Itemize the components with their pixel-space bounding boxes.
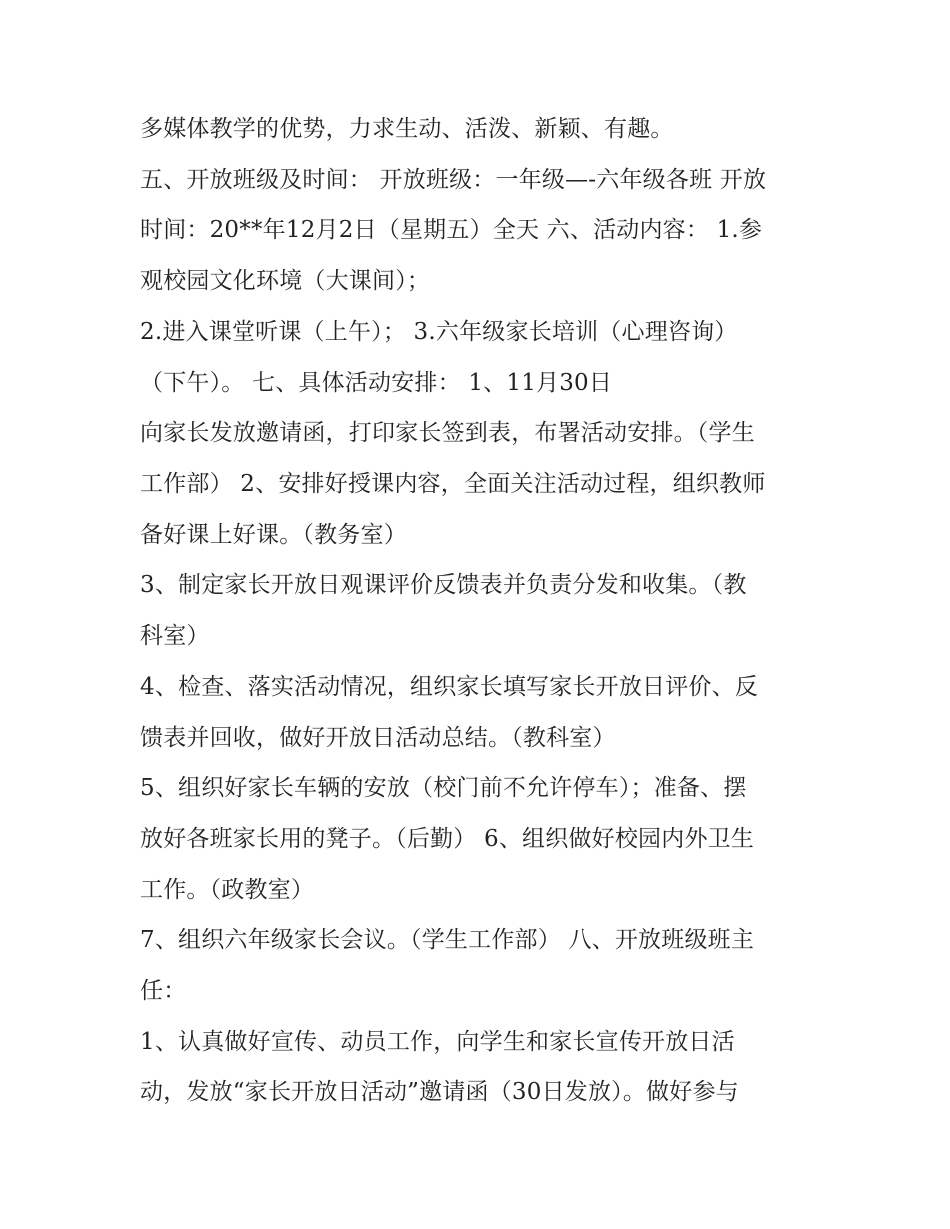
text-line: 多媒体教学的优势，力求生动、活泼、新颖、有趣。 bbox=[140, 116, 674, 142]
text-line: 时间：20**年12月2日（星期五）全天 六、活动内容： 1.参 bbox=[140, 217, 763, 243]
text-line: 1、认真做好宣传、动员工作，向学生和家长宣传开放日活 bbox=[140, 1029, 735, 1055]
text-line: 工作部） 2、安排好授课内容，全面关注活动过程，组织教师 bbox=[140, 471, 766, 497]
text-line: 五、开放班级及时间： 开放班级：一年级—-六年级各班 开放 bbox=[140, 167, 767, 193]
text-line: 馈表并回收，做好开放日活动总结。（教科室） bbox=[140, 725, 616, 751]
text-line: 放好各班家长用的凳子。（后勤） 6、组织做好校园内外卫生 bbox=[140, 826, 755, 852]
text-line: 3、制定家长开放日观课评价反馈表并负责分发和收集。（教 bbox=[140, 572, 747, 598]
text-line: 备好课上好课。（教务室） bbox=[140, 522, 407, 548]
text-line: 5、组织好家长车辆的安放（校门前不允许停车）；准备、摆 bbox=[140, 775, 747, 801]
text-line: 观校园文化环境（大课间）； bbox=[140, 268, 431, 294]
text-line: 2.进入课堂听课（上午）； 3.六年级家长培训（心理咨询） bbox=[140, 319, 738, 345]
text-line: 动，发放“家长开放日活动”邀请函（30日发放）。做好参与 bbox=[140, 1079, 739, 1105]
text-line: （下午）。 七、具体活动安排： 1、11月30日 bbox=[140, 370, 613, 396]
text-line: 任： bbox=[140, 978, 187, 1004]
text-line: 科室） bbox=[140, 623, 210, 649]
text-line: 向家长发放邀请函，打印家长签到表，布署活动安排。（学生 bbox=[140, 420, 755, 446]
text-line: 4、检查、落实活动情况，组织家长填写家长开放日评价、反 bbox=[140, 674, 759, 700]
text-line: 工作。（政教室） bbox=[140, 877, 315, 903]
text-line: 7、组织六年级家长会议。（学生工作部） 八、开放班级班主 bbox=[140, 927, 755, 953]
